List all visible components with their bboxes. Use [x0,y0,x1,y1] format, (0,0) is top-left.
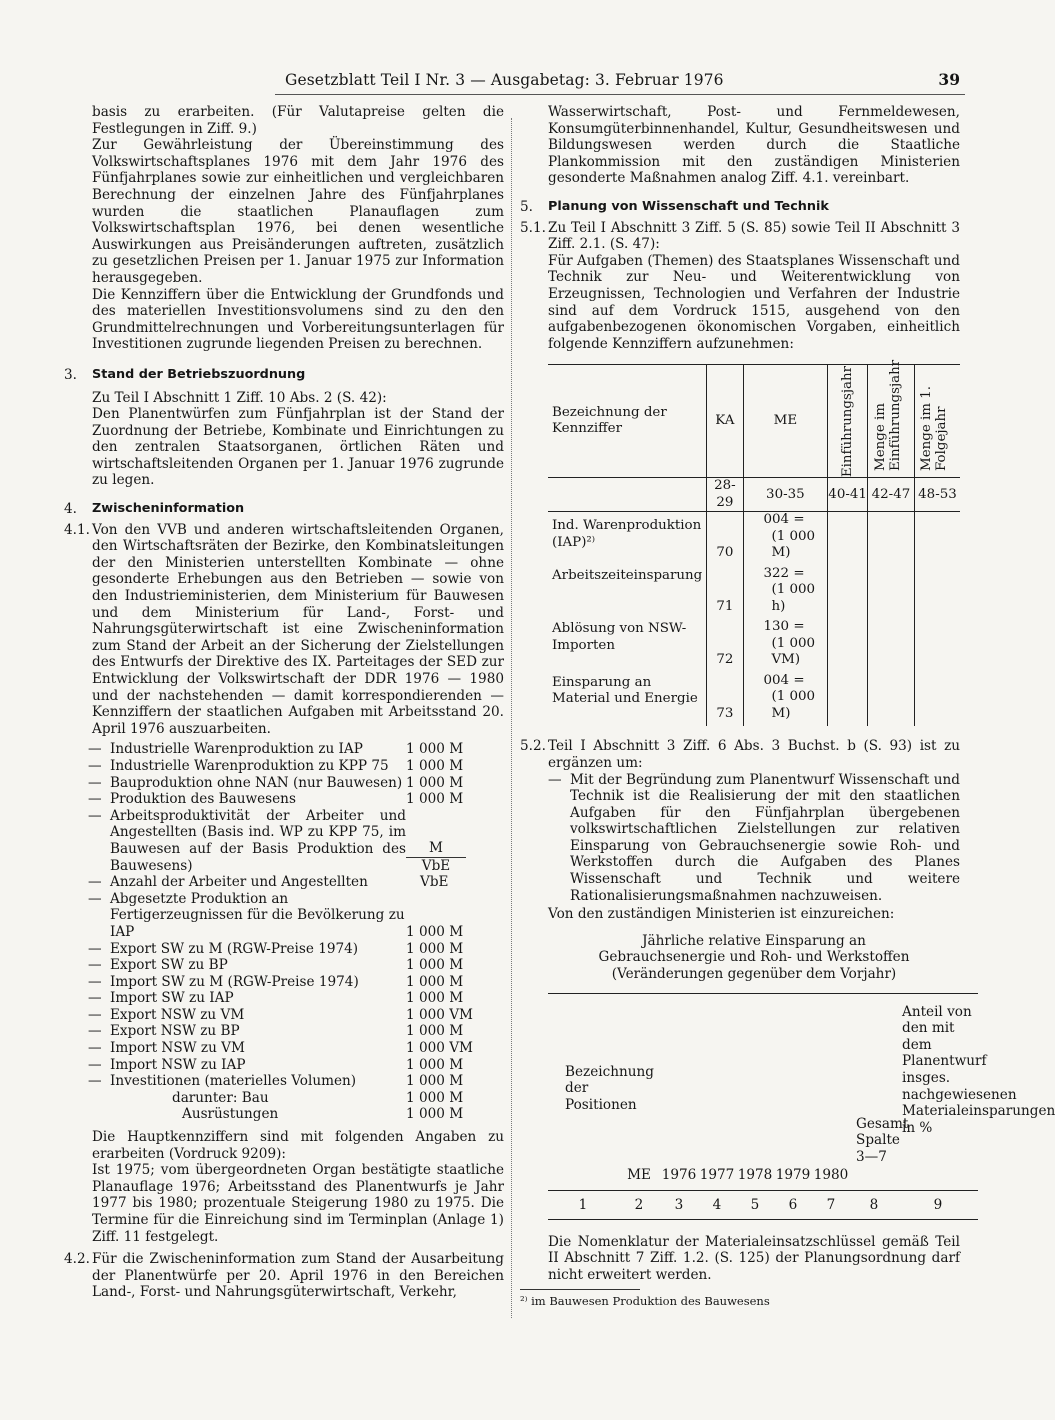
table-cell: Einsparung an Material und Energie [552,674,698,707]
table-row [548,512,960,566]
section-title: Stand der Betriebszuordnung [92,366,306,382]
footnote: ²⁾ im Bauwesen Produktion des Bauwesens [520,1294,770,1309]
list-item: — Abgesetzte Produktion an Fertigerzeugnissen für die Bevölkerung zu IAP 1 000 M [88,890,464,940]
paragraph: Von den zuständigen Ministerien ist einzureichen: [548,906,895,923]
table-cell: 4 [712,1196,722,1213]
subsection-number: 4.2. [64,1251,90,1268]
column-divider [511,118,512,1318]
table-header-cell: Menge im 1. Folgejahr [919,386,950,472]
section-number: 5. [520,198,533,215]
paragraph: Den Planentwürfen zum Fünfjahrplan ist der Stand der Zuordnung der Betriebe, Kombinate und Einrichtungen zu den zentralen Staatsorganen, örtlichen Räten und wirtschaftsleitenden Organen per 1. Januar 1976 zugrunde zu legen. [92,406,504,489]
section-title: Planung von Wissenschaft und Technik [548,198,829,214]
list-item-productivity: — Arbeitsproduktivität der Arbeiter und Angestellten (Basis ind. WP zu KPP 75, im Bauwesen auf der Basis Produktion des Bauwesens) M VbE [88,808,504,874]
section-number: 3. [64,366,77,383]
table-cell: 71 [707,566,743,620]
section-4-heading [64,501,504,518]
table-cell: Ind. Warenproduktion (IAP)²⁾ [552,518,702,550]
table-cell: Arbeitszeiteinsparung [552,567,703,583]
page-header [275,72,965,95]
table-cell: 28-29 [707,478,743,512]
list-item: — Export NSW zu VM 1 000 VM [88,1006,473,1023]
paragraph: Wasserwirtschaft, Post- und Fernmeldewesen, Konsumgüterbinnenhandel, Kultur, Gesundheitswesen und Bildungswesen werden durch die Staatliche Plankommission mit den zuständigen Ministerien gesonderte Maßnahmen analog Ziff. 4.1. vereinbart. [548,104,960,187]
list-item: — Export NSW zu BP 1 000 M [88,1023,464,1040]
list-item: — Mit der Begründung zum Planentwurf Wissenschaft und Technik ist die Realisierung der mit den staatlichen Aufgaben für den Fünfjahrplan übergebenen volkswirtschaftlichen Zielstellungen zur relativen Einsparung von Gebrauchsenergie sowie Roh- und Werkstoffen durch die Aufgaben des Planes Wissenschaft und Technik und weitere Rationalisierungsmaßnahmen nachzuweisen. [548,771,960,904]
section-3-heading [64,367,504,384]
section-number: 4. [64,501,77,518]
table-header-cell: 1976 [661,1167,697,1184]
table-header-cell: KA [707,365,743,478]
paragraph: Für Aufgaben (Themen) des Staatsplanes Wissenschaft und Technik zur Neu- und Weiterentwicklung von Erzeugnissen, Technologien und Verfahren der Industrie sind auf dem Vordruck 1515, ausgehend von den aufgabenbezogenen ökonomischen Vorgaben, einheitlich folgende Kennziffern aufzunehmen: [548,252,960,352]
footnote-divider [520,1289,640,1290]
right-column [520,104,1055,1309]
table-cell: 70 [707,512,743,566]
subsection-4-1 [64,522,504,738]
table-code-row [548,478,960,512]
table-cell: 3 [674,1196,684,1213]
table-header-cell: Bezeichnung der Positionen [565,1063,654,1113]
table-cell: 72 [707,619,743,673]
table-cell: 6 [788,1196,798,1213]
table-cell: 2 [634,1196,644,1213]
section-5-heading [520,199,960,216]
table-row [548,566,960,620]
paragraph: Die Hauptkennziffern sind mit folgenden Angaben zu erarbeiten (Vordruck 9209): [92,1129,504,1162]
subsection-number: 5.1. [520,219,546,236]
list-item: — Industrielle Warenproduktion zu KPP 75 1 000 M [88,757,464,774]
paragraph: Von den VVB und anderen wirtschaftsleitenden Organen, den Wirtschaftsräten der Bezirke, den Kombinatsleitungen der den Ministerien unterstellten Kombinate — ohne gesonderte Erhebungen aus den Betrieben — sowie von den Industrieministerien, dem Ministerium für Bauwesen und dem Ministerium für Land-, Forst- und Nahrungsgüterwirtschaft ist eine Zwischeninformation zum Stand der Arbeit an der Sicherung der Zielstellungen des Entwurfs der Direktive des IX. Parteitages der SED zur Entwicklung der Volkswirtschaft der DDR 1976 — 1980 und der nachstehenden — damit korrespondierenden — Kennziffern der staatlichen Aufgaben mit Arbeitsstand 20. April 1976 auszuarbeiten. [92,521,504,737]
list-item: — Import SW zu M (RGW-Preise 1974) 1 000 M [88,973,464,990]
subsection-5-2 [520,738,960,771]
table-header-cell: Menge im Einführungsjahr [872,360,903,472]
savings-table [548,993,1055,1220]
paragraph: Mit der Begründung zum Planentwurf Wissenschaft und Technik ist die Realisierung der mit den staatlichen Aufgaben für den Fünfjahrplan übergebenen volkswirtschaftlichen Zielstellungen zur relativen Einsparung von Gebrauchsenergie sowie Roh- und Werkstoffen durch die Aufgaben des Planes Wissenschaft und Technik und weitere Rationalisierungsmaßnahmen nachzuweisen. [570,771,960,904]
list-item: — Produktion des Bauwesens 1 000 M [88,791,464,808]
list-item: — Bauproduktion ohne NAN (nur Bauwesen) 1 000 M [88,774,464,791]
paragraph: Die Nomenklatur der Materialeinsatzschlüssel gemäß Teil II Abschnitt 7 Ziff. 1.2. (S. 125) der Planungsordnung darf nicht erweitert werden. [548,1233,960,1283]
list-item: darunter: Bau 1 000 M [172,1089,464,1106]
table-header-cell: 1978 [737,1167,773,1184]
table-cell: 40-41 [828,478,868,512]
subsection-number: 4.1. [64,521,90,538]
table-cell: 5 [750,1196,760,1213]
table-cell: 1 [578,1196,588,1213]
list-item: — Import NSW zu IAP 1 000 M [88,1056,464,1073]
subsection-number: 5.2. [520,738,546,755]
table-header-row [548,365,960,478]
list-item: — Export SW zu M (RGW-Preise 1974) 1 000 M [88,940,464,957]
page-number: 39 [938,70,960,89]
section-title: Zwischeninformation [92,501,245,517]
table-cell: 004 = (1 000 M) [743,673,828,727]
table-header-cell: 1979 [775,1167,811,1184]
left-column [64,104,504,1301]
list-item: — Import SW zu IAP 1 000 M [88,990,464,1007]
table-header-cell: Bezeichnung der Kennziffer [552,404,667,437]
table-header-cell: Einführungsjahr [840,365,856,477]
list-item: Ausrüstungen 1 000 M [182,1106,464,1123]
table2-caption: Jährliche relative Einsparung an Gebrauchsenergie und Roh- und Werkstoffen (Veränderungen gegenüber dem Vorjahr) [598,932,910,983]
subsection-4-2 [64,1251,504,1301]
table-header-cell: 1977 [699,1167,735,1184]
unit-fraction: M VbE [406,840,466,874]
table-header-cell: 1980 [813,1167,849,1184]
table-cell: 8 [869,1196,879,1213]
table-row [548,619,960,673]
table-header-cell: Gesamt Spalte 3—7 [856,1115,909,1165]
paragraph: basis zu erarbeiten. (Für Valutapreise gelten die Festlegungen in Ziff. 9.) [92,104,504,137]
table-cell: 30-35 [743,478,828,512]
header-title: Gesetzblatt Teil I Nr. 3 — Ausgabetag: 3. Februar 1976 [285,71,724,89]
list-item: — Industrielle Warenproduktion zu IAP 1 000 M [88,741,464,758]
paragraph: Zur Gewährleistung der Übereinstimmung des Volkswirtschaftsplanes 1976 mit dem Jahr 1976 des Fünfjahrplanes sowie zur einheitlichen und vergleichbaren Berechnung der einzelnen Jahre des Fünfjahrplanes wurden die staatlichen Planauflagen zum Volkswirtschaftsplan 1976, bei denen wesentliche Auswirkungen aus Preisänderungen auftreten, zusätzlich zu gesetzlichen Preisen per 1. Januar 1975 zur Information herausgegeben. [92,137,504,286]
paragraph: Teil I Abschnitt 3 Ziff. 6 Abs. 3 Buchst. b (S. 93) ist zu ergänzen um: [548,738,960,771]
table-header-row [548,994,1055,1191]
table-header-cell: ME [743,365,828,478]
table-header-cell: ME [627,1167,651,1184]
table-header-cell: Anteil von den mit dem Planentwurf insges. nachgewiesenen Materialeinsparungen in % [902,1003,1055,1136]
list-item: — Export SW zu BP 1 000 M [88,957,464,974]
paragraph: Die Kennziffern über die Entwicklung der Grundfonds und des materiellen Investitionsvolumens sind zu den den Grundmittelrechnungen und Vorbereitungsunterlagen für Investitionen zugrunde liegenden Preisen zu berechnen. [92,286,504,353]
indicator-list [88,741,504,1123]
table-cell: 48-53 [914,478,960,512]
table-cell: 42-47 [867,478,914,512]
table-cell: 130 = (1 000 VM) [743,619,828,673]
subsection-5-1 [520,220,960,253]
table-cell: 9 [933,1196,943,1213]
table-cell: 7 [826,1196,836,1213]
table-cell: 73 [707,673,743,727]
paragraph: Ist 1975; vom übergeordneten Organ bestätigte staatliche Planauflage 1976; Arbeitsstand des Planentwurfs je Jahr 1977 bis 1980; prozentuale Steigerung 1980 zu 1975. Die Termine für die Einreichung sind im Terminplan (Anlage 1) Ziff. 11 festgelegt. [92,1162,504,1245]
paragraph: Zu Teil I Abschnitt 3 Ziff. 5 (S. 85) sowie Teil II Abschnitt 3 Ziff. 2.1. (S. 47): [548,219,960,253]
list-item: — Import NSW zu VM 1 000 VM [88,1040,473,1057]
table-cell: Ablösung von NSW-Importen [552,621,687,653]
list-item: — Investitionen (materielles Volumen) 1 000 M [88,1073,464,1090]
paragraph: Für die Zwischeninformation zum Stand der Ausarbeitung der Planentwürfe per 20. April 1976 in den Bereichen Land-, Forst- und Nahrungsgüterwirtschaft, Verkehr, [92,1251,504,1301]
table-cell: 004 = (1 000 M) [743,512,828,566]
section-reference: Zu Teil I Abschnitt 1 Ziff. 10 Abs. 2 (S. 42): [92,389,387,406]
list-item: — Anzahl der Arbeiter und Angestellten VbE [88,874,449,891]
table-row [548,673,960,727]
table-cell: 322 = (1 000 h) [743,566,828,620]
table-number-row [548,1191,978,1220]
kennziffer-table [548,360,960,726]
